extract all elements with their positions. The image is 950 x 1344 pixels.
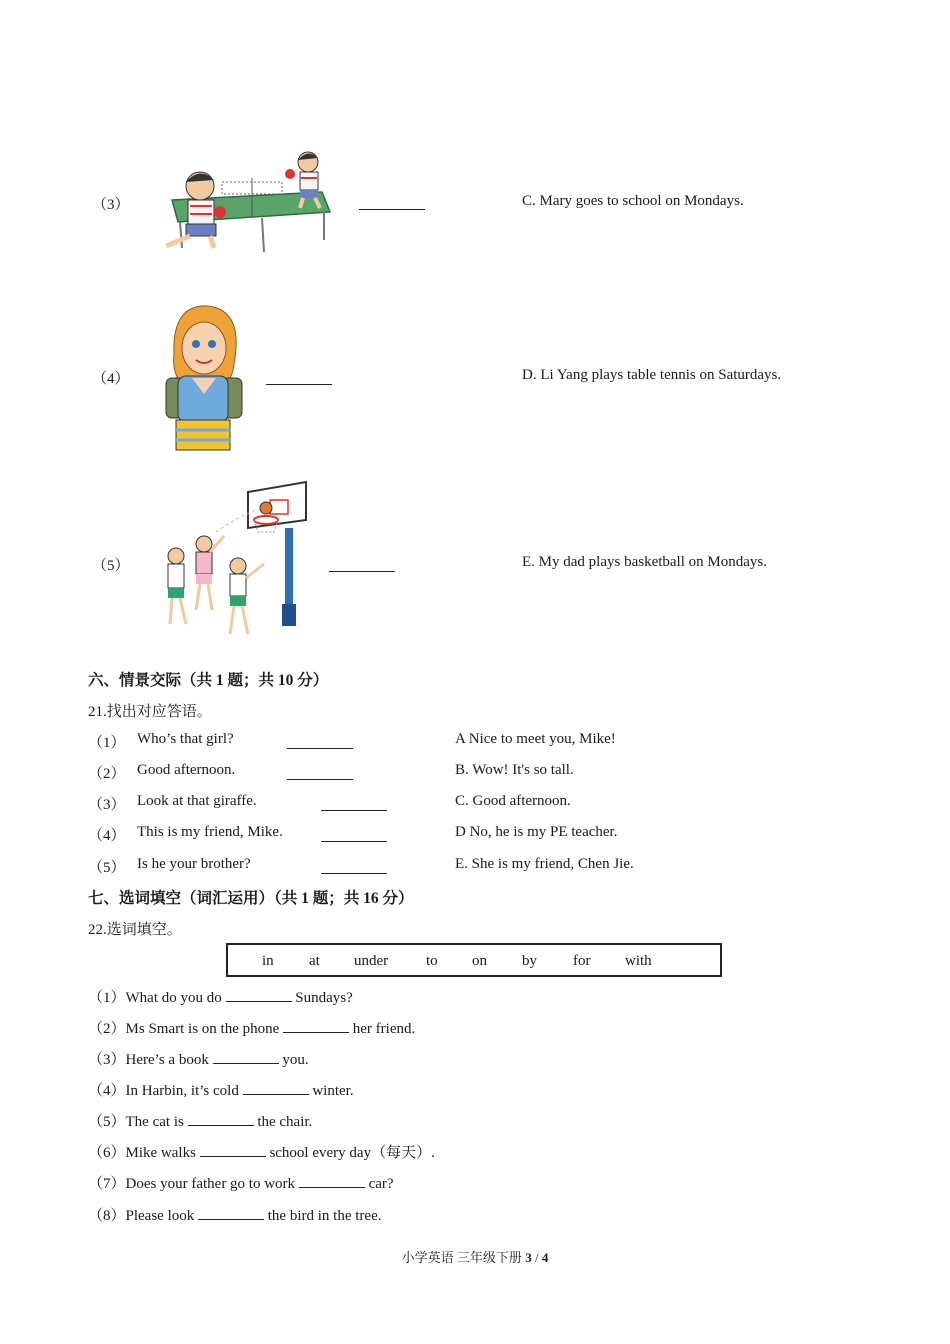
sentence-before: Please look [125, 1208, 195, 1224]
fill-sentence [88, 1110, 312, 1131]
word-bank-item: by [522, 953, 537, 969]
answer-blank[interactable] [266, 383, 332, 385]
word-bank-item: under [354, 953, 389, 969]
answer-blank[interactable] [359, 208, 425, 210]
page-footer [0, 1247, 950, 1266]
match-option: C. Mary goes to school on Mondays. [522, 193, 744, 209]
answer-blank[interactable] [226, 1000, 292, 1002]
answer-blank[interactable] [321, 809, 387, 811]
fill-sentence [88, 1141, 435, 1162]
fill-sentence [88, 1204, 381, 1225]
section7-title: 七、选词填空（词汇运用）（共 1 题；共 16 分） [88, 890, 414, 907]
row-text: This is my friend, Mike. [137, 824, 283, 840]
sentence-before: The cat is [125, 1114, 184, 1130]
item-number: （5） [92, 558, 130, 574]
page-separator: / [534, 1250, 539, 1265]
answer-blank[interactable] [188, 1124, 254, 1126]
sentence-number: （7） [88, 1176, 126, 1192]
answer-blank[interactable] [299, 1186, 365, 1188]
row-number: （4） [88, 828, 126, 844]
answer-blank[interactable] [321, 872, 387, 874]
answer-blank[interactable] [198, 1218, 264, 1220]
section6-title: 六、情景交际（共 1 题；共 10 分） [88, 672, 329, 689]
item-number: （3） [92, 197, 130, 213]
row-answer: B. Wow! It's so tall. [455, 762, 574, 778]
question-21: 21.找出对应答语。 [88, 704, 212, 720]
row-text: Who’s that girl? [137, 731, 234, 747]
answer-blank[interactable] [287, 747, 353, 749]
answer-blank[interactable] [321, 840, 387, 842]
answer-blank[interactable] [243, 1093, 309, 1095]
page-total: 4 [541, 1250, 549, 1265]
sentence-after: car? [368, 1176, 394, 1192]
sentence-before: What do you do [125, 990, 222, 1006]
item-number: （4） [92, 371, 130, 387]
row-answer: E. She is my friend, Chen Jie. [455, 856, 634, 872]
match-option: E. My dad plays basketball on Mondays. [522, 554, 767, 570]
word-bank-item: on [472, 953, 487, 969]
row-answer: C. Good afternoon. [455, 793, 571, 809]
fill-sentence [88, 1079, 354, 1100]
table-tennis-illustration [152, 148, 342, 254]
row-number: （5） [88, 860, 126, 876]
row-text: Good afternoon. [137, 762, 236, 778]
basketball-illustration [152, 480, 312, 640]
sentence-after: her friend. [352, 1021, 416, 1037]
girl-with-backpack-illustration [152, 304, 252, 452]
word-bank-item: with [625, 953, 652, 969]
row-number: （1） [88, 735, 126, 751]
word-bank-item: for [573, 953, 591, 969]
word-bank-item: at [309, 953, 320, 969]
sentence-after: the bird in the tree. [267, 1208, 382, 1224]
fill-sentence [88, 1172, 394, 1193]
fill-sentence [88, 1048, 309, 1069]
sentence-after: Sundays? [295, 990, 353, 1006]
page-number: 3 [525, 1250, 532, 1265]
sentence-after: school every day（每天）. [269, 1145, 435, 1161]
sentence-before: Here’s a book [125, 1052, 209, 1068]
row-text: Look at that giraffe. [137, 793, 257, 809]
sentence-number: （5） [88, 1114, 126, 1130]
sentence-after: winter. [312, 1083, 354, 1099]
sentence-number: （1） [88, 990, 126, 1006]
row-number: （2） [88, 766, 126, 782]
word-bank-item: to [426, 953, 438, 969]
answer-blank[interactable] [329, 570, 395, 572]
match-option: D. Li Yang plays table tennis on Saturdays. [522, 367, 782, 383]
question-22: 22.选词填空。 [88, 922, 182, 938]
sentence-number: （8） [88, 1208, 126, 1224]
fill-sentence [88, 986, 353, 1007]
sentence-number: （6） [88, 1145, 126, 1161]
sentence-before: Ms Smart is on the phone [125, 1021, 280, 1037]
answer-blank[interactable] [287, 778, 353, 780]
sentence-after: the chair. [257, 1114, 313, 1130]
row-answer: A Nice to meet you, Mike! [455, 731, 616, 747]
sentence-before: Does your father go to work [125, 1176, 296, 1192]
sentence-number: （3） [88, 1052, 126, 1068]
answer-blank[interactable] [200, 1155, 266, 1157]
answer-blank[interactable] [213, 1062, 279, 1064]
footer-text: 小学英语 三年级下册 [401, 1250, 522, 1265]
word-bank-box [226, 943, 722, 977]
sentence-number: （4） [88, 1083, 126, 1099]
row-answer: D No, he is my PE teacher. [455, 824, 618, 840]
word-bank-item: in [262, 953, 274, 969]
sentence-after: you. [282, 1052, 309, 1068]
fill-sentence [88, 1017, 415, 1038]
sentence-before: In Harbin, it’s cold [125, 1083, 239, 1099]
sentence-number: （2） [88, 1021, 126, 1037]
sentence-before: Mike walks [125, 1145, 196, 1161]
row-text: Is he your brother? [137, 856, 251, 872]
row-number: （3） [88, 797, 126, 813]
answer-blank[interactable] [283, 1031, 349, 1033]
